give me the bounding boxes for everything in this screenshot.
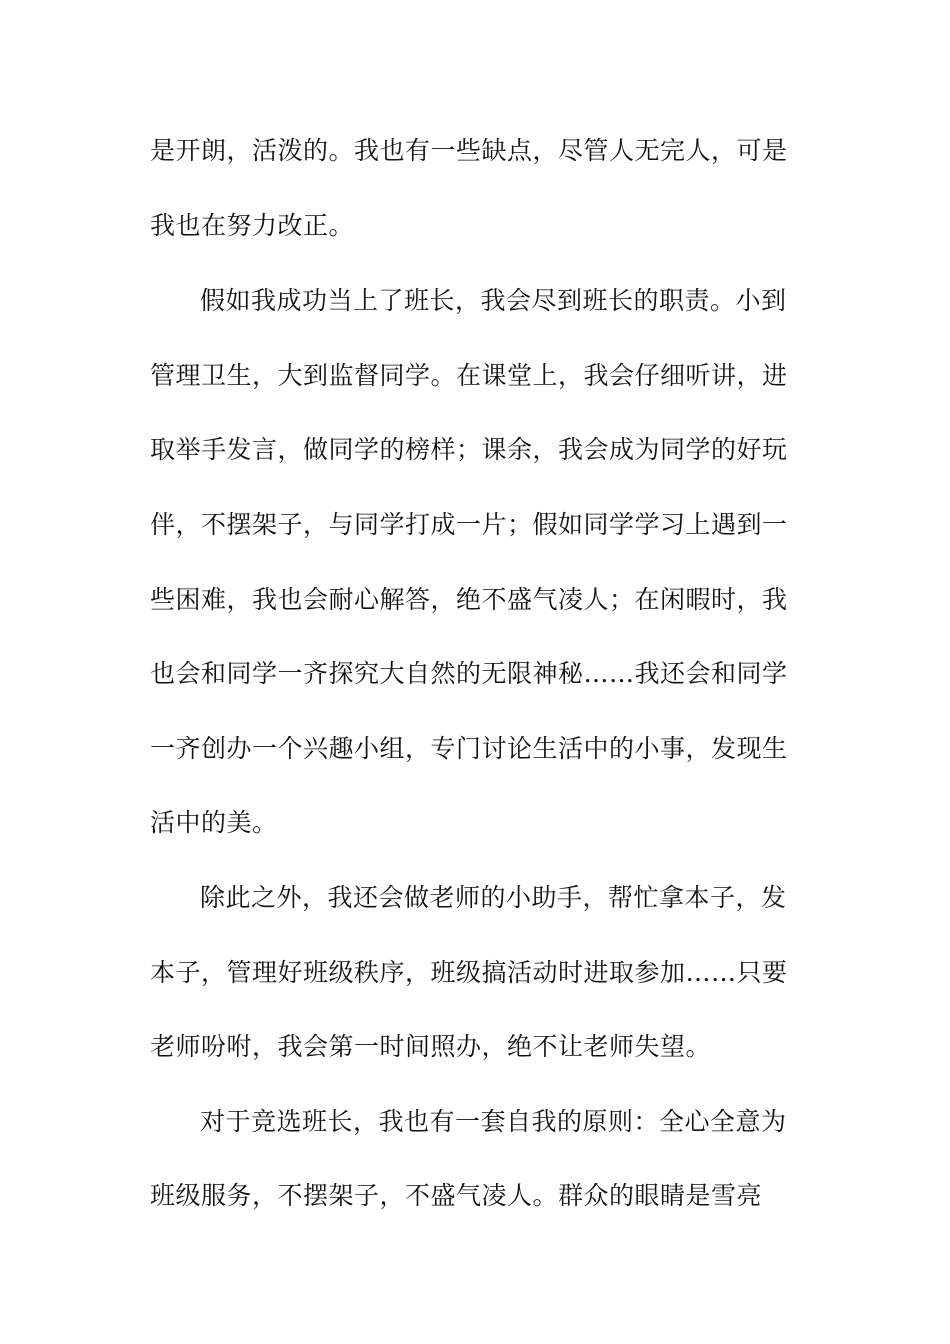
text-line: 是开朗，活泼的。我也有一些缺点，尽管人无完人，可是	[150, 136, 788, 165]
text-line: 些困难，我也会耐心解答，绝不盛气凌人；在闲暇时，我	[150, 585, 788, 614]
paragraph-first-line: 除此之外，我还会做老师的小助手，帮忙拿本子，发	[200, 883, 787, 912]
text-line: 老师吩咐，我会第一时间照办，绝不让老师失望。	[150, 1032, 712, 1061]
text-line: 取举手发言，做同学的榜样；课余，我会成为同学的好玩	[150, 435, 788, 464]
text-line: 活中的美。	[150, 808, 278, 837]
text-line: 班级服务，不摆架子，不盛气凌人。群众的眼睛是雪亮	[150, 1181, 763, 1210]
text-line: 我也在努力改正。	[150, 211, 355, 240]
text-line: 伴，不摆架子，与同学打成一片；假如同学学习上遇到一	[150, 510, 788, 539]
text-line: 管理卫生，大到监督同学。在课堂上，我会仔细听讲，进	[150, 361, 788, 390]
paragraph-first-line: 假如我成功当上了班长，我会尽到班长的职责。小到	[200, 286, 787, 315]
text-line: 一齐创办一个兴趣小组，专门讨论生活中的小事，发现生	[150, 734, 788, 763]
paragraph-first-line: 对于竞选班长，我也有一套自我的原则：全心全意为	[200, 1107, 787, 1136]
text-line: 本子，管理好班级秩序，班级搞活动时进取参加……只要	[150, 958, 788, 987]
text-line: 也会和同学一齐探究大自然的无限神秘……我还会和同学	[150, 659, 788, 688]
